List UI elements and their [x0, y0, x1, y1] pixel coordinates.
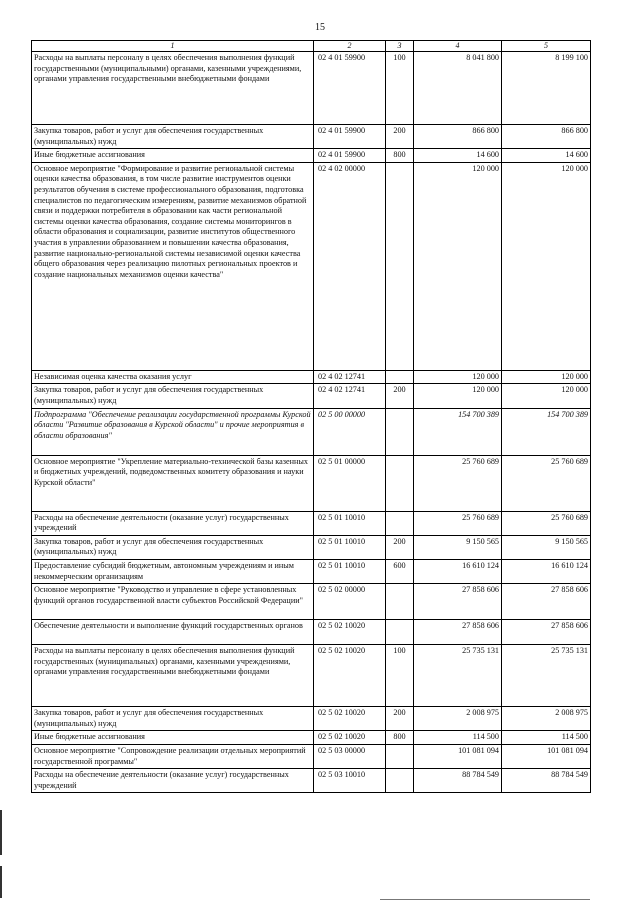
table-row — [32, 149, 591, 163]
row-amount-2: 25 760 689 — [502, 511, 591, 535]
row-expense-type: 200 — [386, 535, 414, 559]
table-row — [32, 744, 591, 768]
row-description: Расходы на обеспечение деятельности (оказание услуг) государственных учреждений — [32, 511, 314, 535]
row-amount-1: 27 858 606 — [414, 620, 502, 645]
row-description: Предоставление субсидий бюджетным, автономным учреждениям и иным некоммерческим организациям — [32, 559, 314, 583]
row-amount-1: 16 610 124 — [414, 559, 502, 583]
row-amount-2: 154 700 389 — [502, 408, 591, 455]
row-amount-2: 27 858 606 — [502, 620, 591, 645]
binding-mark — [0, 866, 2, 898]
table-row — [32, 584, 591, 620]
row-amount-1: 25 760 689 — [414, 455, 502, 511]
row-expense-type: 800 — [386, 731, 414, 745]
row-code: 02 4 01 59900 — [314, 125, 386, 149]
row-expense-type: 200 — [386, 384, 414, 408]
row-expense-type: 800 — [386, 149, 414, 163]
header-col-5: 5 — [502, 41, 591, 52]
row-description: Закупка товаров, работ и услуг для обеспечения государственных (муниципальных) нужд — [32, 125, 314, 149]
row-amount-2: 8 199 100 — [502, 52, 591, 125]
row-amount-1: 2 008 975 — [414, 707, 502, 731]
table-row — [32, 535, 591, 559]
table-row — [32, 645, 591, 707]
table-row — [32, 408, 591, 455]
row-expense-type — [386, 408, 414, 455]
row-amount-2: 101 081 094 — [502, 744, 591, 768]
row-expense-type — [386, 620, 414, 645]
row-description: Основное мероприятие "Сопровождение реализации отдельных мероприятий государственной программы" — [32, 744, 314, 768]
row-amount-1: 8 041 800 — [414, 52, 502, 125]
row-amount-2: 120 000 — [502, 162, 591, 370]
row-code: 02 4 01 59900 — [314, 149, 386, 163]
row-expense-type: 200 — [386, 125, 414, 149]
row-expense-type — [386, 584, 414, 620]
row-expense-type: 100 — [386, 645, 414, 707]
row-amount-2: 16 610 124 — [502, 559, 591, 583]
row-description: Расходы на обеспечение деятельности (оказание услуг) государственных учреждений — [32, 769, 314, 793]
row-expense-type — [386, 162, 414, 370]
budget-table — [31, 40, 591, 793]
row-amount-1: 114 500 — [414, 731, 502, 745]
bottom-rule — [380, 899, 590, 900]
row-code: 02 4 02 12741 — [314, 384, 386, 408]
row-code: 02 5 03 00000 — [314, 744, 386, 768]
row-amount-2: 2 008 975 — [502, 707, 591, 731]
row-code: 02 4 01 59900 — [314, 52, 386, 125]
table-row — [32, 707, 591, 731]
row-amount-2: 120 000 — [502, 384, 591, 408]
row-code: 02 4 02 12741 — [314, 370, 386, 384]
row-amount-1: 120 000 — [414, 370, 502, 384]
table-row — [32, 52, 591, 125]
row-code: 02 4 02 00000 — [314, 162, 386, 370]
header-col-4: 4 — [414, 41, 502, 52]
row-description: Основное мероприятие "Укрепление материально-технической базы казенных и бюджетных учреждений, подведомственных комитету образования и науки Курской области" — [32, 455, 314, 511]
row-amount-1: 14 600 — [414, 149, 502, 163]
row-amount-2: 25 735 131 — [502, 645, 591, 707]
row-amount-2: 88 784 549 — [502, 769, 591, 793]
row-amount-1: 9 150 565 — [414, 535, 502, 559]
row-code: 02 5 01 10010 — [314, 559, 386, 583]
row-amount-2: 14 600 — [502, 149, 591, 163]
row-code: 02 5 02 00000 — [314, 584, 386, 620]
row-amount-1: 154 700 389 — [414, 408, 502, 455]
row-amount-1: 25 760 689 — [414, 511, 502, 535]
header-col-1: 1 — [32, 41, 314, 52]
row-description: Основное мероприятие "Формирование и развитие региональной системы оценки качества образования, в том числе развитие инструментов оценки результатов обучения в системе профессионального образования, подготовка специалистов по педагогическим измерениям, развитие механизмов обратной связи и поддержки потребителя в образовании как части региональной системы оценки качества образования, создание системы мониторингов в области образования и социализации, развитие институтов общественного участия в управлении образованием и повышении качества образования, развитие национально-региональной системы независимой оценки качества общего образования через реализацию пилотных региональных проектов и создание национальных механизмов оценки качества" — [32, 162, 314, 370]
table-header-row — [32, 41, 591, 52]
row-description: Подпрограмма "Обеспечение реализации государственной программы Курской области "Развитие образования в Курской области" и прочие мероприятия в области образования" — [32, 408, 314, 455]
row-description: Закупка товаров, работ и услуг для обеспечения государственных (муниципальных) нужд — [32, 384, 314, 408]
row-expense-type — [386, 511, 414, 535]
row-description: Расходы на выплаты персоналу в целях обеспечения выполнения функций государственных (муниципальных) органами, казенными учреждениями, органами управления государственными внебюджетными фондами — [32, 645, 314, 707]
row-amount-2: 9 150 565 — [502, 535, 591, 559]
row-code: 02 5 02 10020 — [314, 731, 386, 745]
table-row — [32, 370, 591, 384]
row-description: Иные бюджетные ассигнования — [32, 731, 314, 745]
row-description: Иные бюджетные ассигнования — [32, 149, 314, 163]
row-amount-1: 120 000 — [414, 162, 502, 370]
header-col-2: 2 — [314, 41, 386, 52]
header-col-3: 3 — [386, 41, 414, 52]
row-amount-1: 866 800 — [414, 125, 502, 149]
row-code: 02 5 03 10010 — [314, 769, 386, 793]
table-row — [32, 559, 591, 583]
table-row — [32, 511, 591, 535]
row-amount-1: 88 784 549 — [414, 769, 502, 793]
row-description: Основное мероприятие "Руководство и управление в сфере установленных функций органов государственной власти субъектов Российской Федерации" — [32, 584, 314, 620]
row-expense-type — [386, 370, 414, 384]
row-code: 02 5 02 10020 — [314, 645, 386, 707]
row-expense-type: 100 — [386, 52, 414, 125]
row-code: 02 5 02 10020 — [314, 707, 386, 731]
table-row — [32, 125, 591, 149]
row-amount-2: 27 858 606 — [502, 584, 591, 620]
row-description: Расходы на выплаты персоналу в целях обеспечения выполнения функций государственными (муниципальными) органами, казенными учреждениями, органами управления государственными внебюджетными фондами — [32, 52, 314, 125]
page-number: 15 — [315, 22, 325, 33]
row-expense-type — [386, 744, 414, 768]
row-expense-type: 200 — [386, 707, 414, 731]
row-amount-2: 114 500 — [502, 731, 591, 745]
row-description: Независимая оценка качества оказания услуг — [32, 370, 314, 384]
table-row — [32, 455, 591, 511]
row-amount-2: 25 760 689 — [502, 455, 591, 511]
row-amount-1: 101 081 094 — [414, 744, 502, 768]
row-amount-1: 120 000 — [414, 384, 502, 408]
row-code: 02 5 01 10010 — [314, 511, 386, 535]
binding-mark — [0, 810, 2, 855]
row-description: Закупка товаров, работ и услуг для обеспечения государственных (муниципальных) нужд — [32, 707, 314, 731]
row-expense-type — [386, 455, 414, 511]
table-row — [32, 769, 591, 793]
table-row — [32, 620, 591, 645]
table-row — [32, 731, 591, 745]
row-code: 02 5 01 00000 — [314, 455, 386, 511]
row-code: 02 5 02 10020 — [314, 620, 386, 645]
row-amount-1: 25 735 131 — [414, 645, 502, 707]
row-expense-type — [386, 769, 414, 793]
row-amount-2: 866 800 — [502, 125, 591, 149]
table-row — [32, 384, 591, 408]
table-row — [32, 162, 591, 370]
row-expense-type: 600 — [386, 559, 414, 583]
row-description: Закупка товаров, работ и услуг для обеспечения государственных (муниципальных) нужд — [32, 535, 314, 559]
row-code: 02 5 00 00000 — [314, 408, 386, 455]
row-code: 02 5 01 10010 — [314, 535, 386, 559]
row-amount-1: 27 858 606 — [414, 584, 502, 620]
row-amount-2: 120 000 — [502, 370, 591, 384]
row-description: Обеспечение деятельности и выполнение функций государственных органов — [32, 620, 314, 645]
